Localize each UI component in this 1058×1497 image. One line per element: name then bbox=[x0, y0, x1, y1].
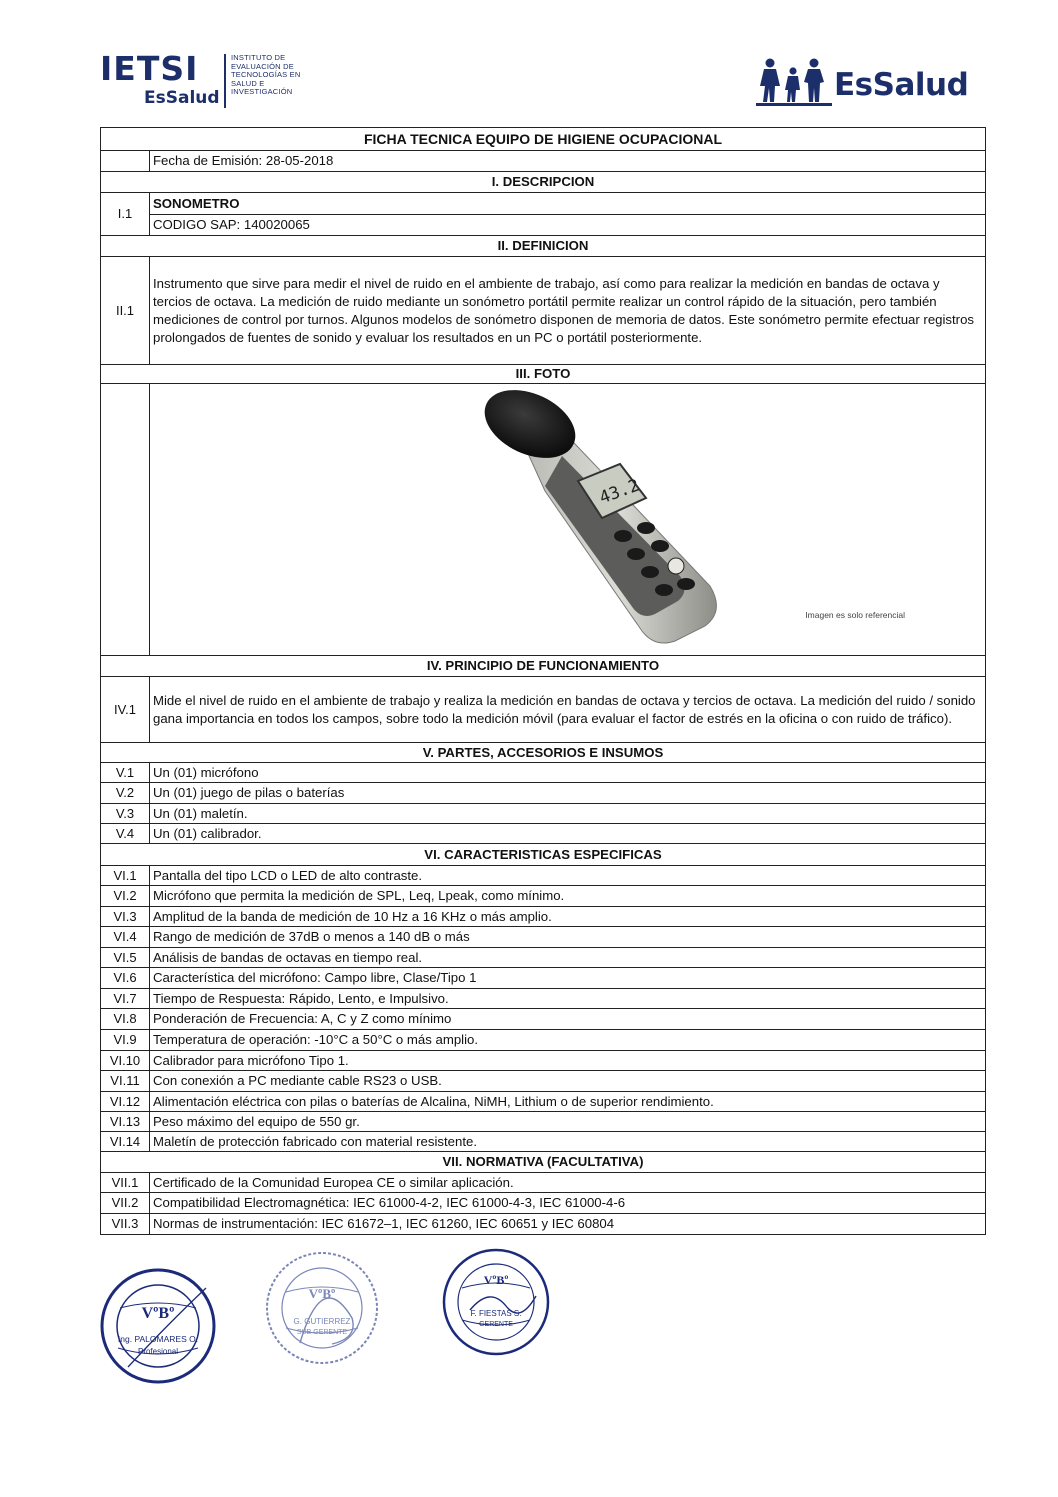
item-text: Amplitud de la banda de medición de 10 Hz a 16 KHz o más amplio. bbox=[150, 907, 986, 927]
section-heading: IV. PRINCIPIO DE FUNCIONAMIENTO bbox=[101, 656, 986, 677]
table-row bbox=[101, 804, 986, 824]
ietsi-wordmark: IETSI bbox=[100, 49, 199, 88]
item-number: II.1 bbox=[101, 257, 150, 365]
table-row bbox=[101, 907, 986, 927]
item-text: Calibrador para micrófono Tipo 1. bbox=[150, 1051, 986, 1071]
item-number: VI.6 bbox=[101, 968, 150, 989]
item-number: VII.2 bbox=[101, 1193, 150, 1214]
item-text: Un (01) micrófono bbox=[150, 763, 986, 783]
section-heading-row bbox=[101, 656, 986, 677]
item-number: V.4 bbox=[101, 824, 150, 844]
section-heading-row bbox=[101, 365, 986, 384]
stamp-vb: VºBº bbox=[141, 1305, 175, 1322]
ietsi-logo bbox=[100, 49, 340, 112]
approval-stamp bbox=[98, 1262, 218, 1390]
item-number: IV.1 bbox=[101, 677, 150, 743]
essalud-wordmark: EsSalud bbox=[834, 67, 969, 103]
principle-text: Mide el nivel de ruido en el ambiente de trabajo y realiza la medición en bandas de octava y tercios de octava. La medición del ruido / sonido gana importancia en todos los campos, sobre todo la medición móvil (para evaluar el factor de estrés en la oficina o con ruido de tráfico). bbox=[150, 677, 986, 743]
item-text: Un (01) maletín. bbox=[150, 804, 986, 824]
section-heading-row bbox=[101, 844, 986, 866]
institute-line: EVALUACIÓN DE bbox=[231, 61, 294, 71]
stamp-signer-name: G. GUTIERREZ bbox=[293, 1317, 351, 1326]
item-number: VI.4 bbox=[101, 927, 150, 948]
table-row bbox=[101, 1009, 986, 1030]
table-row bbox=[101, 866, 986, 886]
item-text: Maletín de protección fabricado con material resistente. bbox=[150, 1132, 986, 1152]
item-text: Pantalla del tipo LCD o LED de alto contraste. bbox=[150, 866, 986, 886]
item-text: Certificado de la Comunidad Europea CE o similar aplicación. bbox=[150, 1173, 986, 1193]
photo-cell bbox=[150, 384, 986, 656]
item-text: Análisis de bandas de octavas en tiempo real. bbox=[150, 948, 986, 968]
institute-name bbox=[231, 54, 300, 97]
empty-cell bbox=[101, 384, 150, 656]
item-text: Peso máximo del equipo de 550 gr. bbox=[150, 1112, 986, 1132]
item-text: Con conexión a PC mediante cable RS23 o USB. bbox=[150, 1071, 986, 1092]
table-row bbox=[101, 257, 986, 365]
item-text: Ponderación de Frecuencia: A, C y Z como mínimo bbox=[150, 1009, 986, 1030]
item-number: VII.3 bbox=[101, 1214, 150, 1235]
stamp-signer-role: Profesional bbox=[137, 1347, 179, 1356]
table-row bbox=[101, 677, 986, 743]
item-number: VI.8 bbox=[101, 1009, 150, 1030]
table-row bbox=[101, 948, 986, 968]
institute-line: SALUD E bbox=[231, 78, 265, 88]
section-heading-row bbox=[101, 172, 986, 193]
table-row bbox=[101, 886, 986, 907]
technical-sheet bbox=[100, 127, 986, 1235]
family-icon bbox=[756, 56, 832, 106]
definition-text: Instrumento que sirve para medir el nivel de ruido en el ambiente de trabajo, así como para realizar la medición en bandas de octava y tercios de octava. La medición de ruido mediante un sonómetro portátil permite realizar un control rápido de la situación, pero también mediciones de control por turnos. Algunos modelos de sonómetro disponen de memoria de datos. Este sonómetro permite efectuar registros prolongados de fuentes de sonido y evaluar los resultados en un PC o portátil posteriormente. bbox=[150, 257, 986, 365]
sound-level-meter-image bbox=[450, 386, 780, 648]
table-row bbox=[101, 1092, 986, 1112]
stamp-signer-name: F. FIESTAS S. bbox=[470, 1309, 522, 1318]
item-number: VI.10 bbox=[101, 1051, 150, 1071]
item-number: V.3 bbox=[101, 804, 150, 824]
item-number: V.1 bbox=[101, 763, 150, 783]
item-text: Un (01) juego de pilas o baterías bbox=[150, 783, 986, 804]
item-number: VI.11 bbox=[101, 1071, 150, 1092]
item-number: VI.2 bbox=[101, 886, 150, 907]
section-heading-row bbox=[101, 1152, 986, 1173]
item-number: VI.13 bbox=[101, 1112, 150, 1132]
item-text: Temperatura de operación: -10°C a 50°C o más amplio. bbox=[150, 1030, 986, 1051]
table-row bbox=[101, 783, 986, 804]
section-heading-row bbox=[101, 236, 986, 257]
table-row bbox=[101, 927, 986, 948]
approval-stamp bbox=[440, 1246, 552, 1358]
section-heading: VII. NORMATIVA (FACULTATIVA) bbox=[101, 1152, 986, 1173]
item-number: VI.7 bbox=[101, 989, 150, 1009]
table-row bbox=[101, 1132, 986, 1152]
ietsi-essalud-wordmark: EsSalud bbox=[144, 88, 220, 108]
stamp-vb: VºBº bbox=[308, 1286, 336, 1301]
item-number: VI.14 bbox=[101, 1132, 150, 1152]
table-row bbox=[101, 1193, 986, 1214]
item-number: VI.1 bbox=[101, 866, 150, 886]
item-text: Tiempo de Respuesta: Rápido, Lento, e Impulsivo. bbox=[150, 989, 986, 1009]
empty-cell bbox=[101, 151, 150, 172]
table-row bbox=[101, 1112, 986, 1132]
item-number: VI.3 bbox=[101, 907, 150, 927]
section-heading: II. DEFINICION bbox=[101, 236, 986, 257]
table-row bbox=[101, 1214, 986, 1235]
section-heading: VI. CARACTERISTICAS ESPECIFICAS bbox=[101, 844, 986, 866]
item-text: Compatibilidad Electromagnética: IEC 61000-4-2, IEC 61000-4-3, IEC 61000-4-6 bbox=[150, 1193, 986, 1214]
item-number: VII.1 bbox=[101, 1173, 150, 1193]
table-row bbox=[101, 215, 986, 236]
item-number: VI.5 bbox=[101, 948, 150, 968]
title-row bbox=[101, 128, 986, 151]
table-row bbox=[101, 763, 986, 783]
institute-line: INVESTIGACIÓN bbox=[231, 87, 293, 97]
table-row bbox=[101, 1173, 986, 1193]
item-number: V.2 bbox=[101, 783, 150, 804]
meter-display-reading: 43.2 bbox=[596, 475, 643, 509]
section-heading: III. FOTO bbox=[101, 365, 986, 384]
stamp-signer-role: SUB GERENTE bbox=[296, 1329, 348, 1336]
institute-line: TECNOLOGÍAS EN bbox=[231, 70, 301, 80]
photo-caption: Imagen es solo referencial bbox=[805, 610, 905, 620]
item-number: VI.9 bbox=[101, 1030, 150, 1051]
table-row bbox=[101, 968, 986, 989]
photo-row bbox=[101, 384, 986, 656]
essalud-logo bbox=[756, 56, 986, 112]
item-text: Normas de instrumentación: IEC 61672–1, IEC 61260, IEC 60651 y IEC 60804 bbox=[150, 1214, 986, 1235]
table-row bbox=[101, 989, 986, 1009]
item-text: Micrófono que permita la medición de SPL, Leq, Lpeak, como mínimo. bbox=[150, 886, 986, 907]
table-row bbox=[101, 1051, 986, 1071]
sap-code: CODIGO SAP: 140020065 bbox=[150, 215, 986, 236]
emission-date: Fecha de Emisión: 28-05-2018 bbox=[150, 151, 986, 172]
item-number: I.1 bbox=[101, 193, 150, 236]
item-number: VI.12 bbox=[101, 1092, 150, 1112]
item-text: Rango de medición de 37dB o menos a 140 dB o más bbox=[150, 927, 986, 948]
equipment-name: SONOMETRO bbox=[150, 193, 986, 215]
date-row bbox=[101, 151, 986, 172]
stamp-signer-role: GERENTE bbox=[479, 1321, 513, 1328]
table-row bbox=[101, 1030, 986, 1051]
section-heading-row bbox=[101, 743, 986, 763]
approval-stamp bbox=[262, 1248, 382, 1368]
item-text: Alimentación eléctrica con pilas o baterías de Alcalina, NiMH, Lithium o de superior rendimiento. bbox=[150, 1092, 986, 1112]
section-heading: I. DESCRIPCION bbox=[101, 172, 986, 193]
stamp-signer-name: Ing. PALOMARES O. bbox=[117, 1334, 199, 1344]
sheet-title: FICHA TECNICA EQUIPO DE HIGIENE OCUPACIONAL bbox=[101, 128, 986, 151]
item-text: Característica del micrófono: Campo libre, Clase/Tipo 1 bbox=[150, 968, 986, 989]
institute-line: INSTITUTO DE bbox=[231, 53, 286, 62]
table-row bbox=[101, 1071, 986, 1092]
table-row bbox=[101, 193, 986, 215]
logo-divider bbox=[224, 54, 226, 108]
item-text: Un (01) calibrador. bbox=[150, 824, 986, 844]
stamp-vb: VºBº bbox=[483, 1273, 509, 1287]
table-row bbox=[101, 824, 986, 844]
section-heading: V. PARTES, ACCESORIOS E INSUMOS bbox=[101, 743, 986, 763]
